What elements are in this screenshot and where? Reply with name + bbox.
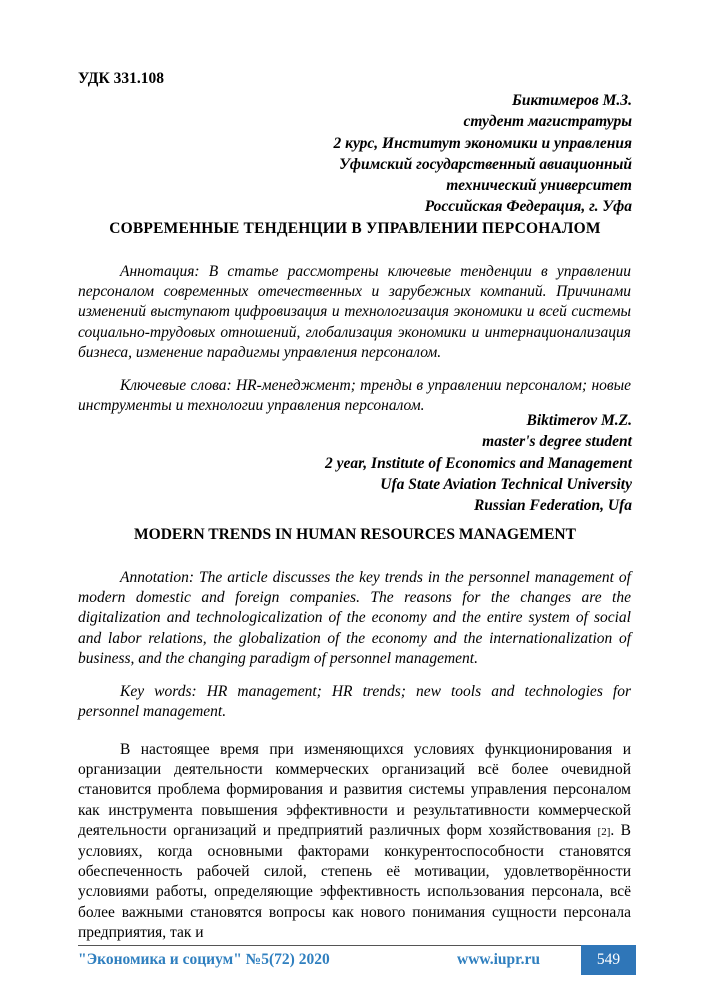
- keywords-en: Key words: HR management; HR trends; new tools and technologies for personnel management.: [78, 683, 631, 721]
- author-name-en: Biktimerov M.Z.: [526, 412, 632, 429]
- author-university-en: Ufa State Aviation Technical University: [380, 475, 632, 493]
- annotation-en: Annotation: The article discusses the key trends in the personnel management of modern domestic and foreign companies. The reasons for the changes are the digitalization and technologicalization of the economy and the entire system of social and labor relations, the globalization of the economy and the internationalization of business, and the changing paradigm of personnel management.: [78, 569, 631, 667]
- footer-journal: "Экономика и социум" №5(72) 2020: [78, 951, 330, 968]
- annotation-ru: Аннотация: В статье рассмотрены ключевые тенденции в управлении персоналом современных отечественных и зарубежных компаний. Причинами изменений выступают цифровизация и технологизация экономики и всей системы социально-трудовых отношений, глобализация экономики и интернационализация бизнеса, изменение парадигмы управления персоналом.: [78, 263, 631, 361]
- footer-divider: [78, 945, 631, 946]
- author-status-ru: студент магистратуры: [463, 113, 632, 131]
- author-status-en: master's degree student: [482, 433, 632, 451]
- body-text-part1: В настоящее время при изменяющихся условиях функционирования и организации деятельности коммерческих организаций всё более очевидной становится проблема формирования и развития системы управления персоналом как инструмента повышения эффективности и результативности коммерческой деятельности организаций и предприятий различных форм хозяйствования: [78, 741, 631, 839]
- body-text-part2: . В условиях, когда основными факторами конкурентоспособности становятся обеспеченность рабочей силой, степень её мотивации, удовлетворённости условиями работы, определяющие эффективность использования персонала, всё более важными становятся вопросы как нового понимания сущности персонала предприятия, так и: [78, 821, 632, 941]
- author-block-ru: [333, 90, 632, 218]
- article-title-en: MODERN TRENDS IN HUMAN RESOURCES MANAGEMENT: [134, 526, 576, 543]
- author-course-ru: 2 курс, Институт экономики и управления: [333, 134, 632, 152]
- keywords-ru: Ключевые слова: HR-менеджмент; тренды в управлении персоналом; новые инструменты и технологии управления персоналом.: [78, 377, 631, 415]
- author-university-ru: Уфимский государственный авиационный: [339, 155, 632, 173]
- author-location-en: Russian Federation, Ufa: [473, 497, 632, 515]
- author-location-ru: Российская Федерация, г. Уфа: [424, 198, 632, 216]
- author-course-en: 2 year, Institute of Economics and Management: [324, 454, 632, 472]
- author-name-ru: Биктимеров М.З.: [511, 92, 632, 109]
- article-title-ru: СОВРЕМЕННЫЕ ТЕНДЕНЦИИ В УПРАВЛЕНИИ ПЕРСОНАЛОМ: [109, 220, 601, 237]
- footer-website-link[interactable]: www.iupr.ru: [457, 951, 540, 968]
- citation-reference: [2]: [597, 825, 611, 838]
- author-block-en: [325, 410, 632, 516]
- author-university-ru-2: технический университет: [446, 177, 632, 195]
- udk-code: УДК 331.108: [78, 70, 164, 87]
- page-number-badge: 549: [581, 945, 636, 975]
- body-paragraph: [78, 740, 631, 943]
